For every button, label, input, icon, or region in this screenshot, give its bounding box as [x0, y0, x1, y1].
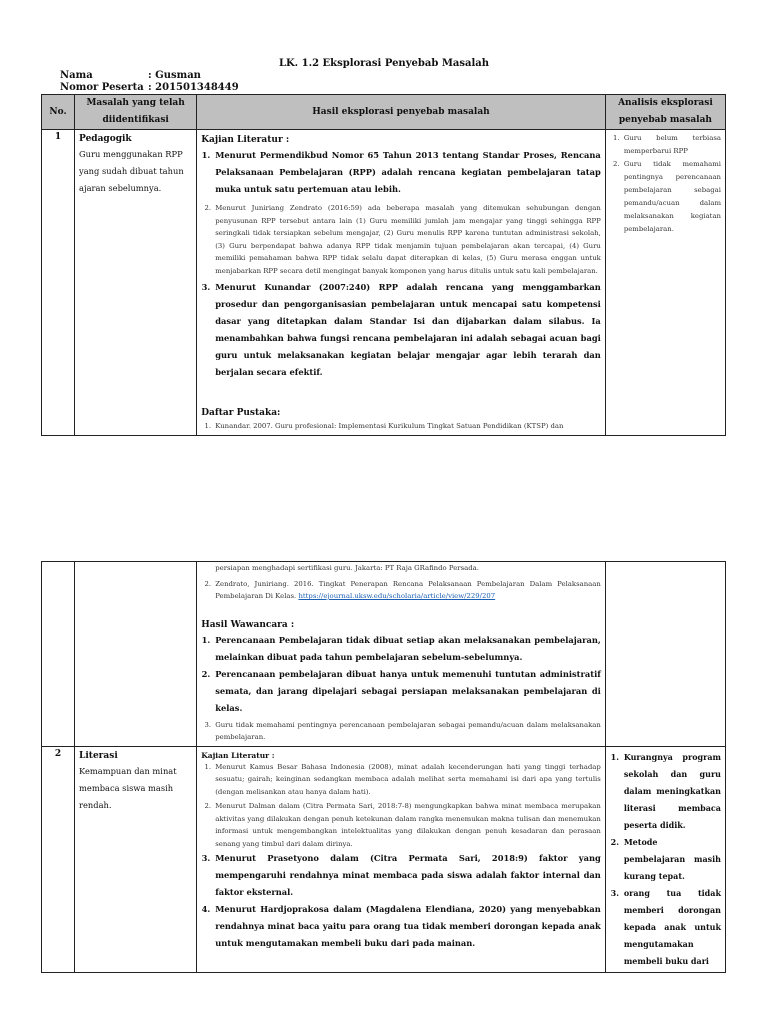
list-item [213, 578, 601, 603]
result-cell [197, 746, 606, 972]
table-header-row [42, 95, 726, 130]
pustaka-text: Zendrato, Juniriang. 2016. Tingkat Penerapan Rencana Pelaksanaan Pembelajaran Dalam Pelaksanaan Pembelajaran Di Kelas. [215, 579, 601, 600]
analysis-cell [605, 130, 725, 436]
problem-text: Kemampuan dan minat membaca siswa masih rendah. [79, 765, 177, 810]
kajian-list [201, 761, 601, 953]
row-number: 2 [42, 746, 75, 972]
problem-cell [75, 746, 197, 972]
name-row [60, 70, 201, 82]
list-item: 3. Menurut Kunandar (2007:240) RPP adalah rencana yang menggambarkan prosedur dan pengorganisasian pembelajaran untuk mencapai satu kompetensi dasar yang ditetapkan dalam Standar Isi dan dijabarkan dalam silabus. Ia menambahkan bahwa fungsi rencana pembelajaran ini adalah sebagai acuan bagi guru untuk melaksanakan kegiatan belajar mengajar agar lebih terarah dan berjalan secara efektif. [213, 279, 601, 381]
pustaka-link[interactable]: https://ejournal.uksw.edu/scholaria/article/view/229/207 [298, 592, 496, 600]
result-cell [197, 562, 606, 747]
table-row [42, 130, 726, 436]
header-analysis: Analisis eksplorasi penyebab masalah [605, 95, 725, 130]
analysis-list [610, 132, 721, 236]
kajian-list [201, 147, 601, 381]
problem-text: Guru menggunakan RPP yang sudah dibuat tahun ajaran sebelumnya. [79, 149, 184, 193]
list-item: 1. Kunandar. 2007. Guru profesional: Implementasi Kurikulum Tingkat Satuan Pendidikan (KTSP) dan [213, 420, 601, 433]
list-item: 2. Menurut Juniriang Zendrato (2016:59) ada beberapa masalah yang ditemukan sehubungan dengan penyusunan RPP tersebut antara lain (1) Guru memiliki jumlah jam mengajar yang tinggi sehingga RPP seringkali tidak tersiapkan sebelum mengajar, (2) Guru menulis RPP karena tuntutan administrasi sekolah, (3) Guru berpendapat bahwa adanya RPP tidak menjamin tujuan pembelajaran akan tercapai, (4) Guru memiliki pemahaman bahwa RPP tidak selalu dapat diterapkan di kelas, (5) Guru merasa enggan untuk menjabarkan RPP secara detil mengingat banyak komponen yang harus ditulis untuk satu kali pembelajaran. [213, 202, 601, 277]
list-item: 2. Guru tidak memahami pentingnya perencanaan pembelajaran sebagai pemandu/acuan dalam melaksanakan kegiatan pembelajaran. [622, 158, 721, 236]
list-item: 3. Menurut Prasetyono dalam (Citra Permata Sari, 2018:9) faktor yang mempengaruhi rendahnya minat membaca pada siswa adalah faktor internal dan faktor eksternal. [213, 850, 601, 901]
problem-cell [75, 130, 197, 436]
name-value: : Gusman [148, 70, 201, 81]
list-item: 1. Guru belum terbiasa memperbarui RPP [622, 132, 721, 158]
header-problem: Masalah yang telah diidentifikasi [75, 95, 197, 130]
list-item: 1. Kurangnya program sekolah dan guru dalam meningkatkan literasi membaca peserta didik. [622, 749, 721, 834]
table-row [42, 562, 726, 747]
participant-row [60, 82, 239, 94]
header-result: Hasil eksplorasi penyebab masalah [197, 95, 606, 130]
problem-cell-empty [75, 562, 197, 747]
header-no: No. [42, 95, 75, 130]
list-item: 3. Guru tidak memahami pentingnya perencanaan pembelajaran sebagai pemandu/acuan dalam melaksanakan pembelajaran. [213, 719, 601, 744]
list-item: 3. orang tua tidak memberi dorongan kepada anak untuk mengutamakan membeli buku dari [622, 885, 721, 970]
participant-value: : 201501348449 [148, 82, 239, 93]
analysis-cell-empty [605, 562, 725, 747]
result-cell [197, 130, 606, 436]
problem-category: Pedagogik [79, 134, 132, 144]
wawancara-heading: Hasil Wawancara : [201, 619, 295, 630]
list-item: 1. Menurut Kamus Besar Bahasa Indonesia (2008), minat adalah kecenderungan hati yang tinggi terhadap sesuatu; gairah; keinginan sedangkan membaca adalah melihat serta memahami isi dari apa yang tertulis (dengan melisankan atau hanya dalam hati). [213, 761, 601, 799]
list-item: 1. Menurut Permendikbud Nomor 65 Tahun 2013 tentang Standar Proses, Rencana Pelaksanaan Pembelajaran (RPP) adalah rencana kegiatan pembelajaran tatap muka untuk satu pertemuan atau lebih. [213, 147, 601, 198]
list-item: 1. Perencanaan Pembelajaran tidak dibuat setiap akan melaksanakan pembelajaran, melainkan dibuat pada tahun pembelajaran sebelum-sebelumnya. [213, 632, 601, 666]
wawancara-list [201, 632, 601, 744]
row-number: 1 [42, 130, 75, 436]
exploration-table-page1 [41, 94, 726, 436]
list-item: 4. Menurut Hardjoprakosa dalam (Magdalena Elendiana, 2020) yang menyebabkan rendahnya minat baca yaitu para orang tua tidak memberi dorongan kepada anak untuk mengutamakan membeli buku dari pada mainan. [213, 901, 601, 952]
name-label: Nama [60, 70, 93, 81]
document-title: LK. 1.2 Eksplorasi Penyebab Masalah [278, 58, 490, 69]
problem-category: Literasi [79, 750, 118, 761]
kajian-heading: Kajian Literatur : [201, 750, 275, 760]
list-item: 2. Perencanaan pembelajaran dibuat hanya untuk memenuhi tuntutan administratif semata, dan jarang dipelajari sebagai persiapan melaksanakan pembelajaran di kelas. [213, 666, 601, 717]
list-item: 2. Metode pembelajaran masih kurang tepat. [622, 834, 721, 885]
row-number-empty [42, 562, 75, 747]
pustaka-continuation: persiapan menghadapi sertifikasi guru. Jakarta: PT Raja GRafindo Persada. [215, 564, 479, 572]
analysis-cell [605, 746, 725, 972]
pustaka-heading: Daftar Pustaka: [201, 408, 281, 418]
list-item: 2. Menurut Dalman dalam (Citra Permata Sari, 2018:7-8) mengungkapkan bahwa minat membaca merupakan aktivitas yang dilakukan dengan penuh ketekunan dalam rangka menemukan makna tulisan dan menemukan informasi untuk mengembangkan intelektualitas yang dilakukan dengan penuh kesadaran dan perasaan senang yang timbul dari dalam dirinya. [213, 800, 601, 850]
kajian-heading: Kajian Literatur : [201, 135, 290, 145]
exploration-table-page2 [41, 561, 726, 973]
analysis-list [610, 749, 721, 970]
pustaka-list [201, 578, 601, 603]
table-row [42, 746, 726, 972]
pustaka-list [201, 420, 601, 433]
participant-label: Nomor Peserta [60, 82, 144, 93]
